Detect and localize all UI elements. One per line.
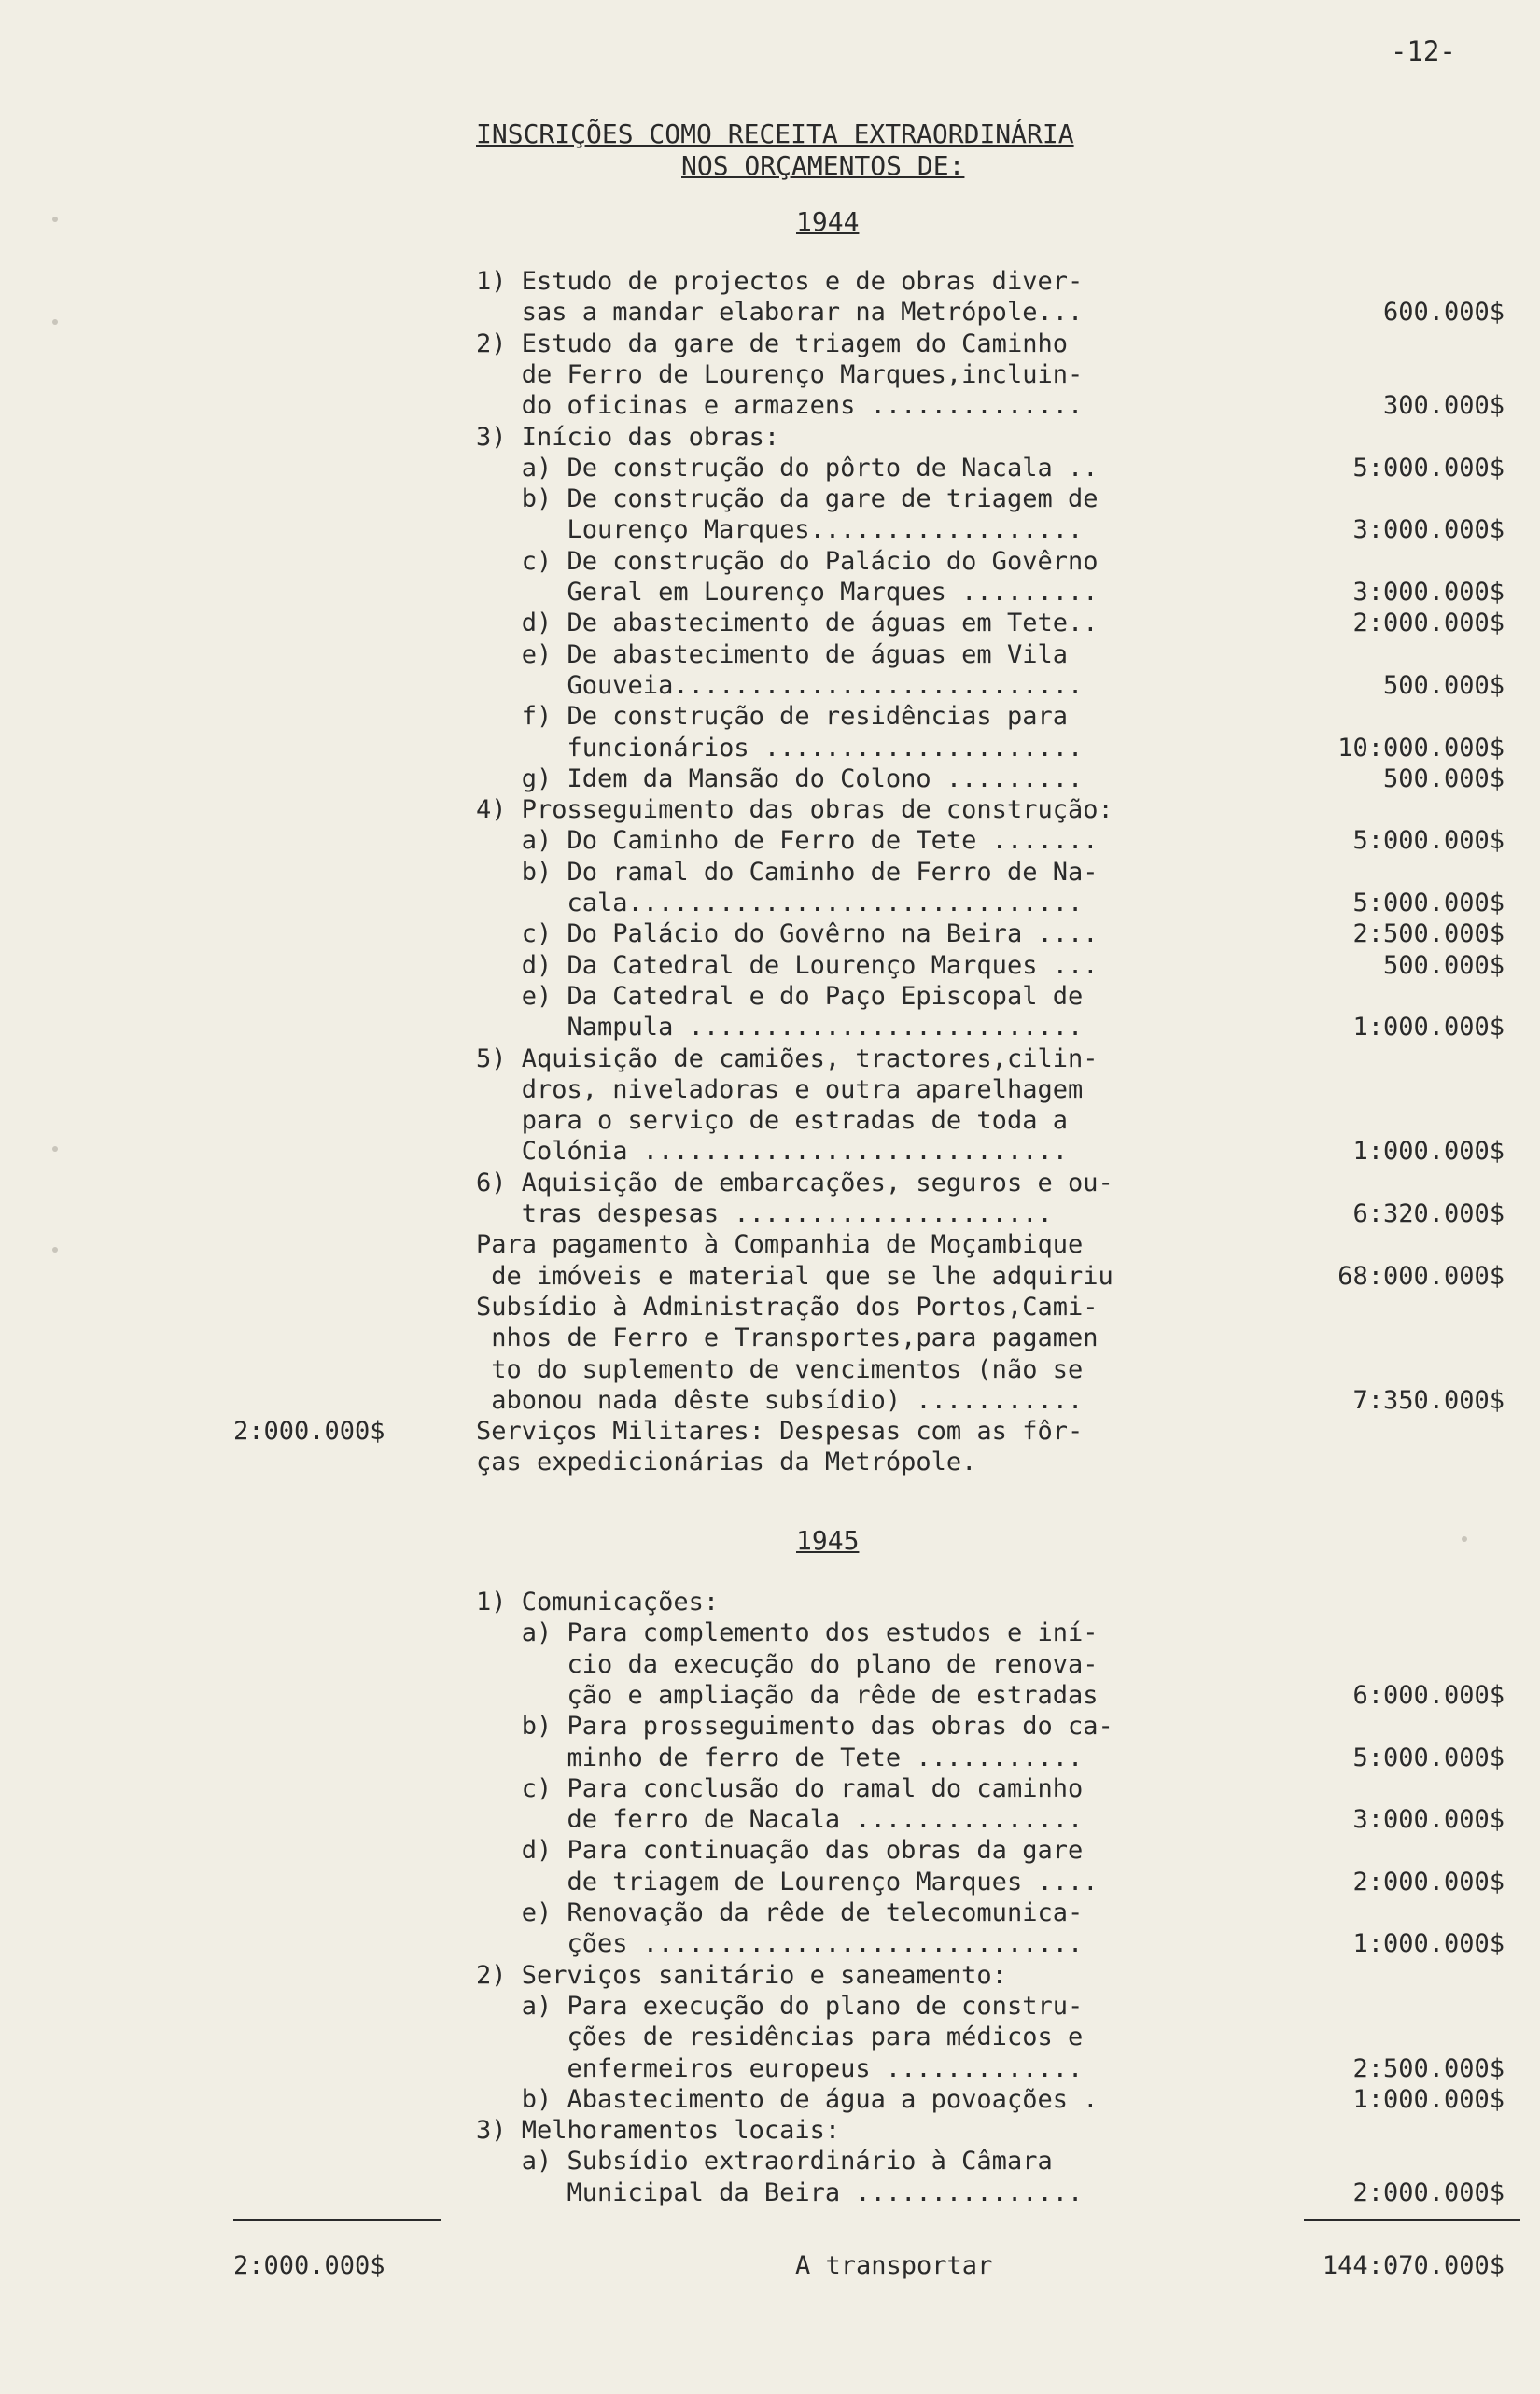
right-column-rule: [1304, 2219, 1520, 2221]
footer-left-total: 2:000.000$: [233, 2251, 385, 2280]
row-description: a) Para execução do plano de constru-: [476, 1991, 1084, 2021]
row-amount: 7:350.000$: [1352, 1385, 1505, 1415]
ledger-row: [0, 2178, 1540, 2209]
ledger-row: [0, 423, 1540, 454]
row-description: abonou nada dêste subsídio) ...........: [476, 1385, 1084, 1415]
row-amount: 3:000.000$: [1352, 578, 1505, 607]
ledger-row: [0, 1230, 1540, 1261]
ledger-row: [0, 1262, 1540, 1293]
row-description: minho de ferro de Tete ...........: [476, 1743, 1084, 1772]
row-description: cala..............................: [476, 889, 1084, 917]
title-line-2: NOS ORÇAMENTOS DE:: [681, 150, 965, 181]
row-amount: 5:000.000$: [1352, 453, 1505, 483]
ledger-row: [0, 454, 1540, 484]
ledger-row: [0, 982, 1540, 1013]
row-left-amount: 2:000.000$: [233, 1417, 385, 1447]
row-description: 2) Estudo da gare de triagem do Caminho: [476, 329, 1068, 358]
ledger-row: [0, 1743, 1540, 1774]
paper-speck: [1462, 1536, 1467, 1542]
row-amount: 5:000.000$: [1352, 889, 1505, 917]
row-description: do oficinas e armazens ..............: [476, 391, 1084, 421]
row-amount: 6:320.000$: [1352, 1199, 1505, 1228]
row-description: de imóveis e material que se lhe adquiriu: [476, 1261, 1113, 1291]
row-description: 3) Melhoramentos locais:: [476, 2116, 841, 2146]
ledger-row: [0, 1898, 1540, 1929]
row-description: Gouveia...........................: [476, 670, 1084, 700]
ledger-row: [0, 826, 1540, 857]
ledger-row: [0, 1961, 1540, 1992]
ledger-row: [0, 889, 1540, 919]
row-description: de triagem de Lourenço Marques ....: [476, 1867, 1099, 1897]
row-description: 2) Serviços sanitário e saneamento:: [476, 1960, 1007, 1990]
row-description: e) Da Catedral e do Paço Episcopal de: [476, 981, 1084, 1011]
row-amount: 2:500.000$: [1352, 919, 1505, 949]
paper-speck: [52, 217, 58, 222]
row-description: funcionários .....................: [476, 733, 1084, 763]
ledger-row: [0, 1013, 1540, 1043]
row-description: d) Da Catedral de Lourenço Marques ...: [476, 950, 1099, 980]
row-description: b) Para prosseguimento das obras do ca-: [476, 1712, 1113, 1742]
ledger-row: [0, 951, 1540, 982]
ledger-row: [0, 329, 1540, 360]
ledger-row: [0, 1868, 1540, 1898]
ledger-row: [0, 298, 1540, 329]
row-description: c) Do Palácio do Govêrno na Beira ....: [476, 919, 1099, 949]
row-description: Subsídio à Administração dos Portos,Cami-: [476, 1292, 1099, 1322]
ledger-row: [0, 547, 1540, 578]
ledger-row: [0, 1774, 1540, 1805]
row-amount: 500.000$: [1382, 950, 1505, 980]
row-description: Colónia ............................: [476, 1137, 1068, 1167]
row-description: de Ferro de Lourenço Marques,incluin-: [476, 359, 1084, 389]
row-description: ções de residências para médicos e: [476, 2023, 1084, 2052]
row-description: Geral em Lourenço Marques .........: [476, 578, 1099, 607]
row-amount: 5:000.000$: [1352, 1743, 1505, 1772]
row-description: a) De construção do pôrto de Nacala ..: [476, 453, 1099, 483]
ledger-row: [0, 671, 1540, 702]
row-description: 5) Aquisição de camiões, tractores,cilin-: [476, 1043, 1099, 1073]
row-description: g) Idem da Mansão do Colono .........: [476, 763, 1084, 793]
row-description: d) De abastecimento de águas em Tete..: [476, 609, 1099, 638]
ledger-row: [0, 734, 1540, 764]
left-column-rule: [233, 2219, 441, 2221]
ledger-row: [0, 1417, 1540, 1448]
row-description: 1) Comunicações:: [476, 1588, 720, 1617]
row-description: Lourenço Marques..................: [476, 515, 1084, 545]
row-description: ção e ampliação da rêde de estradas: [476, 1680, 1099, 1710]
row-description: cio da execução do plano de renova-: [476, 1649, 1099, 1679]
row-description: 3) Início das obras:: [476, 422, 780, 452]
row-description: f) De construção de residências para: [476, 702, 1068, 732]
ledger-row: [0, 2147, 1540, 2177]
row-description: c) De construção do Palácio do Govêrno: [476, 546, 1099, 576]
ledger-row: [0, 2085, 1540, 2116]
row-amount: 2:500.000$: [1352, 2053, 1505, 2083]
row-description: dros, niveladoras e outra aparelhagem: [476, 1074, 1084, 1104]
row-amount: 1:000.000$: [1352, 1013, 1505, 1043]
row-description: b) De construção da gare de triagem de: [476, 484, 1099, 514]
row-description: 6) Aquisição de embarcações, seguros e ou-: [476, 1168, 1113, 1197]
page-number: -12-: [1391, 35, 1456, 67]
paper-speck: [52, 1146, 58, 1152]
row-description: b) Do ramal do Caminho de Ferro de Na-: [476, 857, 1099, 887]
footer-label: A transportar: [795, 2251, 993, 2280]
ledger-row: [0, 1712, 1540, 1743]
row-description: Serviços Militares: Despesas com as fôr-: [476, 1417, 1084, 1447]
ledger-row: [0, 1106, 1540, 1137]
row-amount: 2:000.000$: [1352, 609, 1505, 638]
ledger-row: [0, 1448, 1540, 1478]
row-description: de ferro de Nacala ...............: [476, 1805, 1084, 1835]
row-description: sas a mandar elaborar na Metrópole...: [476, 298, 1084, 328]
ledger-row: [0, 360, 1540, 391]
ledger-row: [0, 1323, 1540, 1354]
row-amount: 3:000.000$: [1352, 1805, 1505, 1835]
ledger-row: [0, 702, 1540, 733]
row-amount: 1:000.000$: [1352, 1929, 1505, 1959]
row-description: tras despesas .....................: [476, 1199, 1053, 1228]
row-description: nhos de Ferro e Transportes,para pagamen: [476, 1323, 1099, 1353]
row-description: e) De abastecimento de águas em Vila: [476, 639, 1068, 669]
ledger-row: [0, 484, 1540, 515]
row-description: b) Abastecimento de água a povoações .: [476, 2084, 1099, 2114]
row-description: ças expedicionárias da Metrópole.: [476, 1448, 977, 1477]
ledger-row: [0, 1293, 1540, 1323]
ledger-row: [0, 2054, 1540, 2085]
paper-speck: [52, 1247, 58, 1253]
year-1945-heading: 1945: [796, 1525, 860, 1556]
ledger-row: [0, 1992, 1540, 2023]
ledger-row: [0, 609, 1540, 639]
ledger-row: [0, 1075, 1540, 1106]
row-description: enfermeiros europeus .............: [476, 2053, 1084, 2083]
row-description: Nampula ..........................: [476, 1013, 1084, 1043]
ledger-row: [0, 2023, 1540, 2053]
row-description: 1) Estudo de projectos e de obras diver-: [476, 267, 1084, 296]
row-amount: 1:000.000$: [1352, 1137, 1505, 1167]
row-amount: 2:000.000$: [1352, 2177, 1505, 2207]
ledger-row: [0, 919, 1540, 950]
row-amount: 2:000.000$: [1352, 1867, 1505, 1897]
ledger-row: [0, 515, 1540, 546]
ledger-row: [0, 1618, 1540, 1649]
year-1944-heading: 1944: [796, 206, 860, 237]
title-line-1: INSCRIÇÕES COMO RECEITA EXTRAORDINÁRIA: [476, 119, 1074, 149]
row-description: para o serviço de estradas de toda a: [476, 1106, 1068, 1136]
ledger-row: [0, 1681, 1540, 1712]
row-amount: 6:000.000$: [1352, 1680, 1505, 1710]
ledger-row: [0, 1137, 1540, 1168]
row-description: e) Renovação da rêde de telecomunica-: [476, 1898, 1084, 1927]
row-description: a) Para complemento dos estudos e iní-: [476, 1618, 1099, 1648]
ledger-row: [0, 640, 1540, 671]
ledger-row: [0, 1929, 1540, 1960]
row-description: Para pagamento à Companhia de Moçambique: [476, 1230, 1084, 1260]
row-amount: 68:000.000$: [1337, 1261, 1505, 1291]
footer-row: [0, 2251, 1540, 2282]
row-amount: 500.000$: [1382, 670, 1505, 700]
footer-right-total: 144:070.000$: [1322, 2251, 1505, 2280]
row-description: to do suplemento de vencimentos (não se: [476, 1354, 1084, 1384]
row-amount: 5:000.000$: [1352, 826, 1505, 856]
row-description: ções .............................: [476, 1929, 1084, 1959]
ledger-row: [0, 1169, 1540, 1199]
row-description: a) Do Caminho de Ferro de Tete .......: [476, 826, 1099, 856]
ledger-row: [0, 1355, 1540, 1386]
ledger-row: [0, 1044, 1540, 1075]
ledger-row: [0, 1805, 1540, 1836]
ledger-row: [0, 795, 1540, 826]
ledger-row: [0, 764, 1540, 795]
paper-speck: [52, 319, 58, 325]
ledger-row: [0, 578, 1540, 609]
row-description: Municipal da Beira ...............: [476, 2177, 1084, 2207]
row-amount: 1:000.000$: [1352, 2084, 1505, 2114]
ledger-row: [0, 391, 1540, 422]
row-description: a) Subsídio extraordinário à Câmara: [476, 2147, 1053, 2177]
row-description: c) Para conclusão do ramal do caminho: [476, 1773, 1084, 1803]
ledger-row: [0, 1386, 1540, 1417]
row-amount: 600.000$: [1382, 298, 1505, 328]
row-description: 4) Prosseguimento das obras de construção:: [476, 795, 1113, 825]
ledger-row: [0, 858, 1540, 889]
ledger-row: [0, 2116, 1540, 2147]
row-amount: 10:000.000$: [1337, 733, 1505, 763]
ledger-row: [0, 267, 1540, 298]
row-amount: 3:000.000$: [1352, 515, 1505, 545]
row-amount: 500.000$: [1382, 763, 1505, 793]
ledger-row: [0, 1836, 1540, 1867]
ledger-row: [0, 1650, 1540, 1681]
ledger-row: [0, 1199, 1540, 1230]
row-description: d) Para continuação das obras da gare: [476, 1836, 1084, 1866]
ledger-row: [0, 1588, 1540, 1618]
row-amount: 300.000$: [1382, 391, 1505, 421]
